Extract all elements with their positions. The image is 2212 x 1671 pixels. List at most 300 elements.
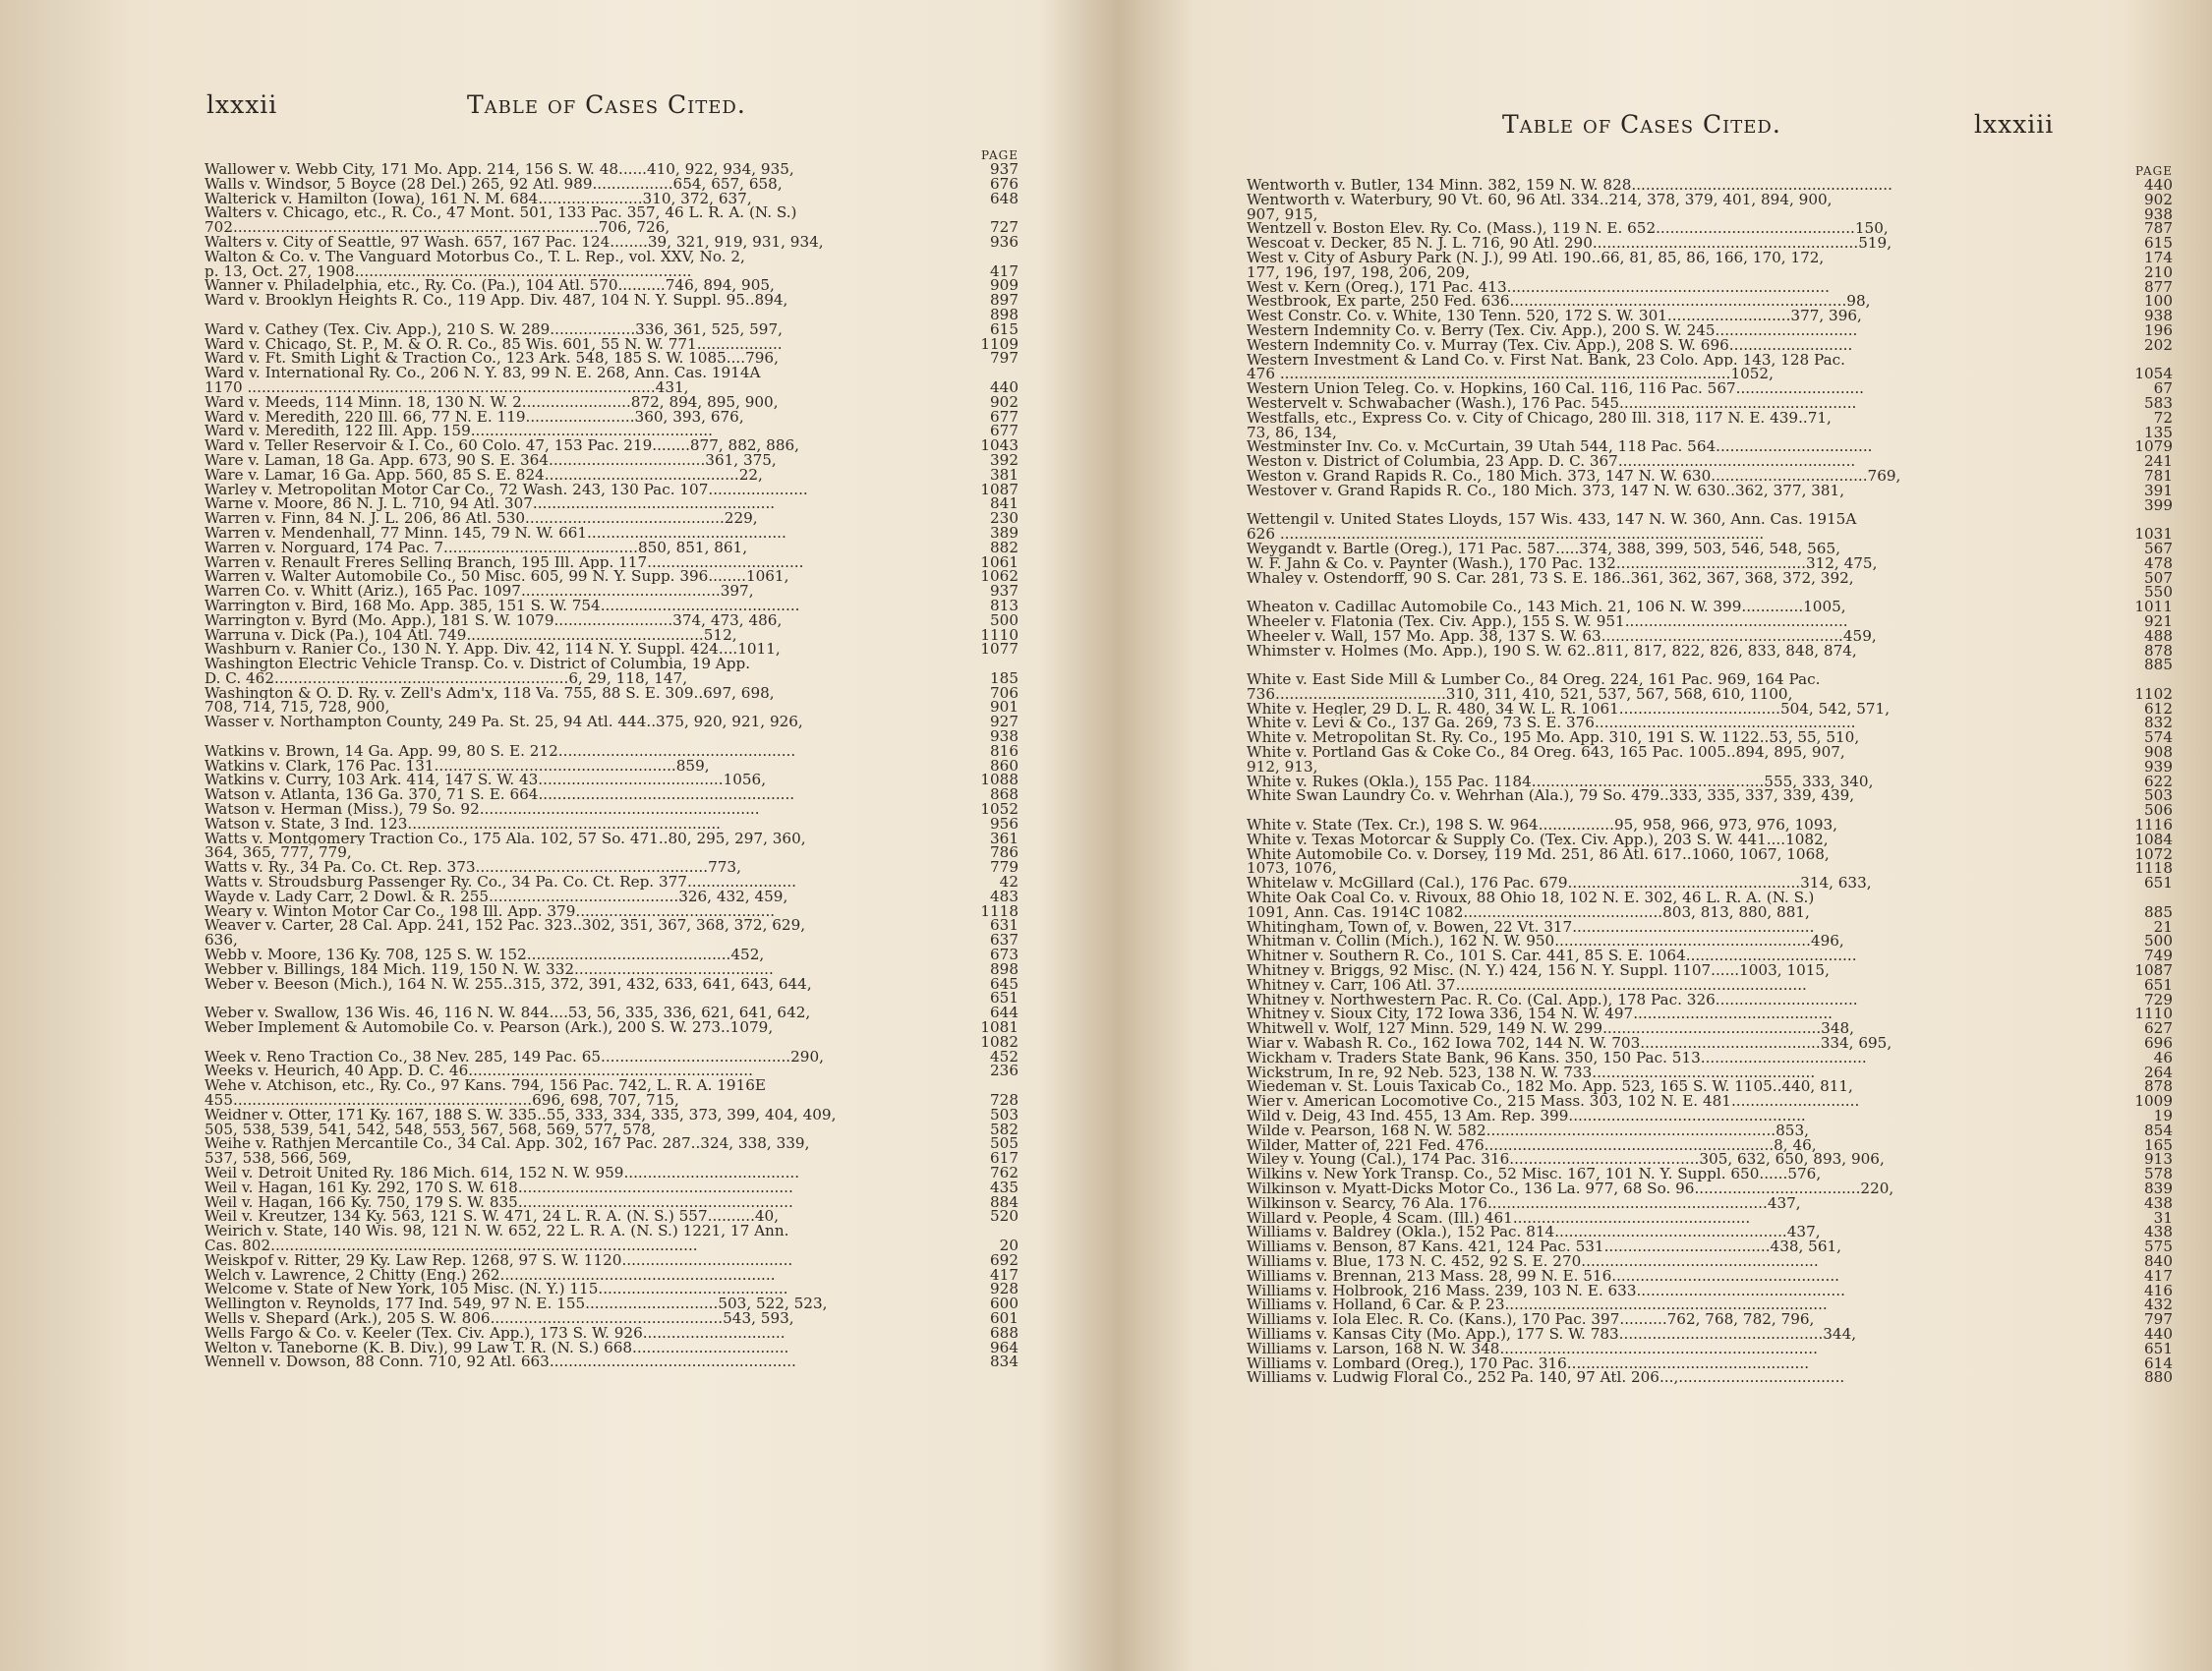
- case-page-number: 488: [2144, 626, 2173, 645]
- case-entry: [1247, 684, 2173, 703]
- case-citation: Ward v. Chicago, St. P., M. & O. R. Co., 85 Wis. 601, 55 N. W. 771..................: [204, 336, 783, 352]
- case-entry: [204, 610, 1019, 629]
- case-page-number: 438: [2144, 1193, 2173, 1212]
- case-page-number: 1087: [980, 480, 1019, 498]
- case-entry: [204, 407, 1019, 426]
- case-page-number: 503: [990, 1105, 1019, 1124]
- case-citation: Wheeler v. Flatonia (Tex. Civ. App.), 155 S. W. 951...............................................: [1247, 613, 1848, 629]
- case-citation: Wilder, Matter of, 221 Fed. 476.............................................................8, 46,: [1247, 1137, 1817, 1153]
- case-citation: Welch v. Lawrence, 2 Chitty (Eng.) 262..........................................................: [204, 1267, 776, 1283]
- case-citation: [1247, 585, 2122, 600]
- case-page-number: 840: [2144, 1251, 2173, 1270]
- case-page-number: 174: [2144, 248, 2173, 266]
- case-entry: [204, 756, 1019, 775]
- case-citation: Wilde v. Pearson, 168 N. W. 582.............................................................853,: [1247, 1123, 1809, 1138]
- case-citation: Weston v. District of Columbia, 23 App. D. C. 367..................................................: [1247, 454, 1856, 469]
- case-citation: Wentworth v. Waterbury, 90 Vt. 60, 96 Atl. 334..214, 378, 379, 401, 894, 900,: [1247, 192, 1833, 207]
- case-citation: Westbrook, Ex parte, 250 Fed. 636.......................................................................98,: [1247, 294, 1871, 310]
- case-page-number: 440: [2144, 176, 2173, 194]
- case-page-number: 913: [2144, 1150, 2173, 1169]
- case-page-number: 500: [2144, 932, 2173, 951]
- case-page-number: 939: [2144, 757, 2173, 776]
- case-entry: [1247, 1239, 2173, 1254]
- case-entry: [1247, 772, 2173, 790]
- case-entry: [204, 511, 1019, 526]
- case-entry: [1247, 367, 2173, 381]
- case-page-number: 832: [2144, 714, 2173, 732]
- case-citation: Wehe v. Atchison, etc., Ry. Co., 97 Kans. 794, 156 Pac. 742, L. R. A. 1916E: [204, 1078, 766, 1093]
- case-entry: [204, 584, 1019, 599]
- case-page-number: 478: [2144, 553, 2173, 572]
- case-page-number: 416: [2144, 1281, 2173, 1299]
- case-page-number: 880: [2144, 1368, 2173, 1387]
- case-entry: [204, 787, 1019, 802]
- case-entry: [1247, 949, 2173, 963]
- case-page-number: 31: [2153, 1208, 2173, 1227]
- case-citation: Walton & Co. v. The Vanguard Motorbus Co., T. L. Rep., vol. XXV, No. 2,: [204, 249, 745, 264]
- case-page-number: 688: [990, 1323, 1019, 1342]
- case-page-number: 1102: [2134, 684, 2173, 703]
- case-entry: [204, 319, 1019, 338]
- case-page-number: 615: [2144, 234, 2173, 253]
- case-entry: [204, 991, 1019, 1006]
- case-page-number: 878: [2144, 1077, 2173, 1096]
- case-citation: [204, 729, 967, 744]
- case-entry: [1247, 641, 2173, 660]
- case-citation: [1247, 803, 2122, 818]
- case-citation: Williams v. Lombard (Oreg.), 170 Pac. 316...................................................: [1247, 1355, 1810, 1371]
- case-page-number: 361: [990, 829, 1019, 847]
- case-citation: W. F. Jahn & Co. v. Paynter (Wash.), 170 Pac. 132........................................312, 475,: [1247, 555, 1878, 571]
- case-entry: [204, 933, 1019, 948]
- case-page-number: 884: [990, 1192, 1019, 1211]
- case-entry: [204, 174, 1019, 193]
- case-entry: [1247, 975, 2173, 994]
- case-citation: 476 ...............................................................................................1052,: [1247, 367, 1774, 382]
- case-citation: Weidner v. Otter, 171 Ky. 167, 188 S. W. 335..55, 333, 334, 335, 373, 399, 404, 409,: [204, 1107, 837, 1123]
- case-entry: [204, 1032, 1019, 1051]
- case-entry: [1247, 585, 2173, 600]
- case-page-number: 779: [990, 858, 1019, 877]
- case-entry: [1247, 658, 2173, 672]
- case-page-number: 637: [990, 931, 1019, 950]
- case-citation: Western Investment & Land Co. v. First Nat. Bank, 23 Colo. App. 143, 128 Pac.: [1247, 352, 1845, 368]
- case-entry: [204, 829, 1019, 847]
- right-page: [1129, 0, 2212, 1671]
- case-page-number: 898: [990, 959, 1019, 978]
- case-citation: Whimster v. Holmes (Mo. App.), 190 S. W. 62..811, 817, 822, 826, 833, 848, 874,: [1247, 643, 1857, 659]
- case-entry: [204, 959, 1019, 978]
- case-citation: Williams v. Iola Elec. R. Co. (Kans.), 170 Pac. 397..........762, 768, 782, 796,: [1247, 1312, 1815, 1327]
- case-citation: Cas. 802..........................................................................................: [204, 1238, 698, 1253]
- case-entry: [204, 351, 1019, 366]
- case-entry: [1247, 917, 2173, 936]
- case-entry: [1247, 1048, 2173, 1066]
- case-page-number: 938: [2144, 204, 2173, 223]
- case-citation: Whitman v. Collin (Mich.), 162 N. W. 950......................................................496,: [1247, 934, 1844, 950]
- case-citation: Wells v. Shepard (Ark.), 205 S. W. 806.................................................543, 593,: [204, 1310, 794, 1326]
- case-entry: [204, 729, 1019, 744]
- case-page-number: 885: [2144, 902, 2173, 921]
- case-entry: [204, 642, 1019, 657]
- case-citation: Ward v. Cathey (Tex. Civ. App.), 210 S. W. 289..................336, 361, 525, 597,: [204, 321, 783, 337]
- case-citation: Wescoat v. Decker, 85 N. J. L. 716, 90 Atl. 290........................................................519,: [1247, 236, 1892, 251]
- case-page-number: 651: [2144, 874, 2173, 893]
- case-page-number: 677: [990, 407, 1019, 426]
- case-citation: West Constr. Co. v. White, 130 Tenn. 520, 172 S. W. 301..........................377, 396,: [1247, 309, 1862, 323]
- case-entry: [1247, 611, 2173, 630]
- case-page-number: 885: [2144, 656, 2173, 674]
- case-citation: Wiedeman v. St. Louis Taxicab Co., 182 Mo. App. 523, 165 S. W. 1105..440, 811,: [1247, 1079, 1853, 1095]
- right-rows: [1247, 178, 2173, 1385]
- case-citation: Williams v. Larson, 168 N. W. 348...................................................................: [1247, 1341, 1818, 1356]
- case-page-number: 1061: [980, 552, 1019, 571]
- case-citation: Westover v. Grand Rapids R. Co., 180 Mich. 373, 147 N. W. 630..362, 377, 381,: [1247, 483, 1845, 498]
- case-citation: Wickstrum, In re, 92 Neb. 523, 138 N. W. 733...............................................: [1247, 1065, 1816, 1080]
- case-citation: Warren v. Walter Automobile Co., 50 Misc. 605, 99 N. Y. Supp. 396........1061,: [204, 569, 789, 585]
- case-page-number: 927: [990, 713, 1019, 731]
- case-entry: [1247, 1094, 2173, 1109]
- case-citation: Wickham v. Traders State Bank, 96 Kans. 350, 150 Pac. 513...................................: [1247, 1050, 1867, 1066]
- case-entry: [1247, 1121, 2173, 1139]
- case-page-number: 612: [2144, 699, 2173, 718]
- case-entry: [1247, 178, 2173, 193]
- case-citation: Wilkinson v. Searcy, 76 Ala. 176...........................................................437,: [1247, 1195, 1801, 1211]
- case-page-number: 617: [990, 1149, 1019, 1168]
- case-citation: White Oak Coal Co. v. Rivoux, 88 Ohio 18, 102 N. E. 302, 46 L. R. A. (N. S.): [1247, 891, 1815, 905]
- case-page-number: 728: [990, 1091, 1019, 1109]
- case-citation: Warruna v. Dick (Pa.), 104 Atl. 749..................................................512,: [204, 627, 737, 643]
- case-page-number: 729: [2144, 990, 2173, 1008]
- case-entry: [1247, 481, 2173, 499]
- case-entry: [1247, 1297, 2173, 1312]
- case-entry: [204, 1093, 1019, 1108]
- case-entry: [1247, 527, 2173, 542]
- case-entry: [204, 496, 1019, 511]
- case-citation: Watts v. Stroudsburg Passenger Ry. Co., 34 Pa. Co. Ct. Rep. 377.......................: [204, 875, 796, 890]
- case-entry: [204, 293, 1019, 308]
- case-citation: Weihe v. Rathjen Mercantile Co., 34 Cal. App. 302, 167 Pac. 287..324, 338, 339,: [204, 1136, 810, 1152]
- case-page-number: 1110: [2134, 1005, 2173, 1023]
- case-page-number: 651: [990, 989, 1019, 1008]
- case-page-number: 692: [990, 1250, 1019, 1269]
- case-page-number: 956: [990, 814, 1019, 833]
- case-page-number: 787: [2144, 219, 2173, 238]
- case-citation: 702.............................................................................706, 726,: [204, 220, 670, 235]
- case-entry: [204, 802, 1019, 817]
- case-page-number: 500: [990, 610, 1019, 629]
- case-citation: Washington Electric Vehicle Transp. Co. v. District of Columbia, 19 App.: [204, 657, 751, 671]
- case-entry: [1247, 381, 2173, 396]
- case-entry: [1247, 335, 2173, 354]
- case-citation: White v. Metropolitan St. Ry. Co., 195 Mo. App. 310, 191 S. W. 1122..53, 55, 510,: [1247, 730, 1860, 746]
- case-entry: [204, 1078, 1019, 1093]
- case-entry: [1247, 512, 2173, 527]
- case-citation: Westfalls, etc., Express Co. v. City of Chicago, 280 Ill. 318, 117 N. E. 439..71,: [1247, 410, 1832, 426]
- case-citation: Williams v. Ludwig Floral Co., 252 Pa. 140, 97 Atl. 206...,...................................: [1247, 1370, 1845, 1386]
- case-citation: Western Indemnity Co. v. Murray (Tex. Civ. App.), 208 S. W. 696..........................: [1247, 337, 1853, 353]
- case-page-number: 1088: [980, 771, 1019, 789]
- case-entry: [204, 1006, 1019, 1020]
- case-citation: Whitney v. Northwestern Pac. R. Co. (Cal. App.), 178 Pac. 326..............................: [1247, 992, 1858, 1008]
- case-entry: [1247, 320, 2173, 339]
- case-entry: [204, 901, 1019, 920]
- case-citation: Wettengil v. United States Lloyds, 157 Wis. 433, 147 N. W. 360, Ann. Cas. 1915A: [1247, 512, 1857, 528]
- case-entry: [204, 1209, 1019, 1224]
- case-entry: [1247, 1339, 2173, 1357]
- case-page-number: 622: [2144, 772, 2173, 790]
- case-citation: Williams v. Blue, 173 N. C. 452, 92 S. E. 270..................................................: [1247, 1253, 1819, 1269]
- case-page-number: 1077: [980, 640, 1019, 659]
- case-citation: 364, 365, 777, 779,: [204, 845, 352, 861]
- case-entry: [1247, 221, 2173, 236]
- case-entry: [1247, 788, 2173, 803]
- case-entry: [1247, 1356, 2173, 1371]
- case-page-number: 762: [990, 1163, 1019, 1181]
- case-entry: [204, 773, 1019, 787]
- case-citation: West v. City of Asbury Park (N. J.), 99 Atl. 190..66, 81, 85, 86, 166, 170, 172,: [1247, 250, 1825, 265]
- case-citation: White v. East Side Mill & Lumber Co., 84 Oreg. 224, 161 Pac. 969, 164 Pac.: [1247, 672, 1821, 687]
- case-entry: [204, 1282, 1019, 1296]
- case-page-number: 21: [2153, 917, 2173, 936]
- case-entry: [204, 438, 1019, 453]
- case-citation: Watson v. State, 3 Ind. 123..................................................................: [204, 816, 721, 832]
- case-entry: [1247, 990, 2173, 1008]
- case-page-number: 1052: [980, 800, 1019, 819]
- case-page-number: 1081: [980, 1018, 1019, 1037]
- case-citation: Weiskpof v. Ritter, 29 Ky. Law Rep. 1268, 97 S. W. 1120....................................: [204, 1252, 793, 1268]
- case-citation: Warley v. Metropolitan Motor Car Co., 72 Wash. 243, 130 Pac. 107.....................: [204, 482, 808, 497]
- case-page-number: 20: [999, 1236, 1019, 1254]
- case-entry: [1247, 757, 2173, 776]
- case-page-number: 210: [2144, 262, 2173, 281]
- case-entry: [1247, 1167, 2173, 1181]
- case-citation: Weber v. Swallow, 136 Wis. 46, 116 N. W. 844....53, 56, 335, 336, 621, 641, 642,: [204, 1006, 811, 1021]
- case-page-number: 749: [2144, 947, 2173, 965]
- case-entry: [1247, 248, 2173, 266]
- case-citation: Ware v. Laman, 18 Ga. App. 673, 90 S. E. 364.................................361, 375,: [204, 452, 777, 468]
- case-citation: White v. Hegler, 29 D. L. R. 480, 34 W. L. R. 1061..................................504, 542, 571,: [1247, 701, 1891, 717]
- case-citation: Weil v. Hagan, 166 Ky. 750, 179 S. W. 835..........................................................: [204, 1194, 793, 1210]
- case-citation: [1247, 658, 2122, 672]
- case-entry: [1247, 1152, 2173, 1167]
- case-page-number: 813: [990, 596, 1019, 614]
- case-page-number: 937: [990, 582, 1019, 601]
- case-page-number: 644: [990, 1004, 1019, 1022]
- case-citation: Western Indemnity Co. v. Berry (Tex. Civ. App.), 200 S. W. 245..............................: [1247, 322, 1858, 338]
- case-entry: [204, 278, 1019, 293]
- case-page-number: 185: [990, 668, 1019, 687]
- case-citation: Ware v. Lamar, 16 Ga. App. 560, 85 S. E. 824.........................................22,: [204, 467, 763, 483]
- case-page-number: 135: [2144, 423, 2173, 441]
- case-citation: Wanner v. Philadelphia, etc., Ry. Co. (Pa.), 104 Atl. 570..........746, 894, 905,: [204, 278, 775, 294]
- case-entry: [204, 1323, 1019, 1342]
- case-citation: Whitelaw v. McGillard (Cal.), 176 Pac. 679.................................................314, 633,: [1247, 876, 1872, 892]
- right-case-list: [1247, 165, 2173, 1385]
- case-citation: Willard v. People, 4 Scam. (Ill.) 461..................................................: [1247, 1210, 1751, 1226]
- case-page-number: 727: [990, 218, 1019, 237]
- case-page-number: 574: [2144, 728, 2173, 747]
- case-entry: [1247, 1281, 2173, 1299]
- case-citation: Watson v. Herman (Miss.), 79 So. 92...........................................................: [204, 802, 760, 817]
- case-entry: [204, 334, 1019, 353]
- case-page-number: 506: [2144, 801, 2173, 820]
- case-entry: [204, 974, 1019, 993]
- case-page-number: 651: [2144, 975, 2173, 994]
- case-citation: Warren v. Norguard, 174 Pac. 7.........................................850, 851, 861,: [204, 540, 748, 555]
- case-entry: [204, 1250, 1019, 1269]
- case-citation: Washburn v. Ranier Co., 130 N. Y. App. Div. 42, 114 N. Y. Suppl. 424....1011,: [204, 642, 781, 658]
- case-citation: Weil v. Hagan, 161 Ky. 292, 170 S. W. 618..........................................................: [204, 1180, 793, 1195]
- case-citation: Western Union Teleg. Co. v. Hopkins, 160 Cal. 116, 116 Pac. 567...........................: [1247, 381, 1865, 396]
- case-citation: [204, 991, 967, 1006]
- case-citation: Whaley v. Ostendorff, 90 S. Car. 281, 73 S. E. 186..361, 362, 367, 368, 372, 392,: [1247, 570, 1854, 586]
- case-citation: West v. Kern (Oreg.), 171 Pac. 413....................................................................: [1247, 279, 1830, 295]
- case-page-number: 1072: [2134, 844, 2173, 863]
- case-page-number: 435: [990, 1178, 1019, 1196]
- case-page-number: 651: [2144, 1339, 2173, 1357]
- case-page-number: 1087: [2134, 961, 2173, 980]
- case-entry: [1247, 294, 2173, 309]
- case-page-number: 483: [990, 887, 1019, 905]
- case-citation: 505, 538, 539, 541, 542, 548, 553, 567, 568, 569, 577, 578,: [204, 1122, 656, 1137]
- case-entry: [1247, 1079, 2173, 1094]
- case-page-number: 1084: [2134, 830, 2173, 848]
- case-page-number: 937: [990, 160, 1019, 178]
- case-citation: Wilkinson v. Myatt-Dicks Motor Co., 136 La. 977, 68 So. 96...................................220,: [1247, 1181, 1894, 1196]
- case-citation: Weil v. Kreutzer, 134 Ky. 563, 121 S. W. 471, 24 L. R. A. (N. S.) 557..........40,: [204, 1209, 780, 1225]
- case-page-number: 786: [990, 843, 1019, 862]
- case-citation: Warren Co. v. Whitt (Ariz.), 165 Pac. 1097..........................................397,: [204, 584, 754, 599]
- case-page-number: 797: [2144, 1310, 2173, 1329]
- case-citation: Westminster Inv. Co. v. McCurtain, 39 Utah 544, 118 Pac. 564.................................: [1247, 439, 1873, 455]
- case-entry: [204, 305, 1019, 323]
- case-page-number: 696: [2144, 1034, 2173, 1053]
- case-entry: [1247, 830, 2173, 848]
- case-citation: 1170 ......................................................................................431,: [204, 379, 689, 395]
- case-citation: White v. Texas Motorcar & Supply Co. (Tex. Civ. App.), 203 S. W. 441....1082,: [1247, 832, 1829, 847]
- case-page-number: 1079: [2134, 437, 2173, 456]
- case-entry: [204, 860, 1019, 875]
- case-entry: [204, 392, 1019, 411]
- case-page-number: 202: [2144, 335, 2173, 354]
- case-page-number: 417: [990, 261, 1019, 280]
- case-entry: [204, 552, 1019, 571]
- case-page-number: 1062: [980, 567, 1019, 586]
- case-entry: [1247, 466, 2173, 485]
- case-entry: [1247, 1135, 2173, 1154]
- case-citation: [1247, 498, 2122, 513]
- case-citation: White v. Portland Gas & Coke Co., 84 Oreg. 643, 165 Pac. 1005..894, 895, 907,: [1247, 745, 1845, 760]
- case-page-number: 1011: [2134, 598, 2173, 616]
- case-citation: Wells Fargo & Co. v. Keeler (Tex. Civ. App.), 173 S. W. 926..............................: [204, 1325, 786, 1341]
- case-entry: [1247, 309, 2173, 323]
- case-entry: [204, 715, 1019, 729]
- case-citation: Wier v. American Locomotive Co., 215 Mass. 303, 102 N. E. 481...........................: [1247, 1094, 1860, 1109]
- case-page-number: 600: [990, 1295, 1019, 1313]
- case-entry: [1247, 730, 2173, 745]
- case-citation: Wellington v. Reynolds, 177 Ind. 549, 97 N. E. 155............................503, 522, 523,: [204, 1296, 828, 1311]
- case-entry: [204, 668, 1019, 687]
- case-page-number: 230: [990, 509, 1019, 528]
- case-citation: Weirich v. State, 140 Wis. 98, 121 N. W. 652, 22 L. R. A. (N. S.) 1221, 17 Ann.: [204, 1224, 789, 1239]
- case-citation: Ward v. International Ry. Co., 206 N. Y. 83, 99 N. E. 268, Ann. Cas. 1914A: [204, 366, 761, 380]
- case-page-number: 854: [2144, 1121, 2173, 1139]
- case-entry: [204, 1236, 1019, 1254]
- case-entry: [1247, 1063, 2173, 1081]
- case-entry: [204, 625, 1019, 644]
- case-citation: Webb v. Moore, 136 Ky. 708, 125 S. W. 152...........................................452,: [204, 948, 765, 962]
- case-page-number: 841: [990, 494, 1019, 513]
- case-entry: [204, 845, 1019, 860]
- case-entry: [1247, 716, 2173, 730]
- case-entry: [1247, 262, 2173, 281]
- right-page-label: PAGE: [2135, 164, 2173, 178]
- case-entry: [204, 569, 1019, 584]
- case-page-number: 440: [990, 377, 1019, 396]
- case-entry: [204, 162, 1019, 177]
- case-citation: Ward v. Ft. Smith Light & Traction Co., 123 Ark. 548, 185 S. W. 1085....796,: [204, 351, 779, 367]
- case-page-number: 264: [2144, 1063, 2173, 1081]
- case-entry: [204, 1105, 1019, 1124]
- case-page-number: 797: [990, 349, 1019, 368]
- case-citation: Wentzell v. Boston Elev. Ry. Co. (Mass.), 119 N. E. 652..........................................150,: [1247, 221, 1889, 237]
- case-entry: [1247, 891, 2173, 905]
- case-page-number: 964: [990, 1338, 1019, 1356]
- case-citation: Whitner v. Southern R. Co., 101 S. Car. 441, 85 S. E. 1064....................................: [1247, 949, 1857, 964]
- case-page-number: 381: [990, 465, 1019, 484]
- case-citation: 907, 915,: [1247, 206, 1318, 222]
- case-entry: [1247, 934, 2173, 949]
- case-entry: [204, 1338, 1019, 1356]
- case-page-number: 673: [990, 946, 1019, 964]
- case-citation: 73, 86, 134,: [1247, 425, 1337, 440]
- case-entry: [1247, 803, 2173, 818]
- case-page-number: 417: [990, 1265, 1019, 1284]
- case-entry: [1247, 568, 2173, 587]
- case-citation: Walters v. Chicago, etc., R. Co., 47 Mont. 501, 133 Pac. 357, 46 L. R. A. (N. S.): [204, 205, 797, 221]
- case-entry: [1247, 1007, 2173, 1021]
- case-citation: Weber Implement & Automobile Co. v. Pearson (Ark.), 200 S. W. 273..1079,: [204, 1020, 774, 1035]
- case-entry: [1247, 626, 2173, 645]
- case-entry: [204, 450, 1019, 469]
- case-citation: Weston v. Grand Rapids R. Co., 180 Mich. 373, 147 N. W. 630.................................769,: [1247, 468, 1901, 484]
- case-entry: [1247, 454, 2173, 469]
- case-page-number: 440: [2144, 1324, 2173, 1343]
- case-entry: [204, 205, 1019, 220]
- case-citation: Watkins v. Clark, 176 Pac. 131...................................................859,: [204, 758, 710, 774]
- case-citation: Williams v. Baldrey (Okla.), 152 Pac. 814.................................................437,: [1247, 1225, 1821, 1240]
- case-citation: White v. Levi & Co., 137 Ga. 269, 73 S. E. 376.......................................................: [1247, 716, 1856, 731]
- case-citation: Washington & O. D. Ry. v. Zell's Adm'x, 118 Va. 755, 88 S. E. 309..697, 698,: [204, 685, 775, 701]
- case-entry: [1247, 1251, 2173, 1270]
- case-page-number: 100: [2144, 292, 2173, 311]
- case-entry: [1247, 963, 2173, 978]
- case-entry: [204, 366, 1019, 380]
- case-page-number: 938: [990, 727, 1019, 746]
- case-page-number: 781: [2144, 466, 2173, 485]
- case-page-number: 550: [2144, 583, 2173, 602]
- case-page-number: 909: [990, 276, 1019, 295]
- case-citation: Weeks v. Heurich, 40 App. D. C. 46............................................................: [204, 1064, 753, 1079]
- case-page-number: 417: [2144, 1266, 2173, 1285]
- case-citation: Wiar v. Wabash R. Co., 162 Iowa 702, 144 N. W. 703......................................334, 695,: [1247, 1036, 1892, 1051]
- case-page-number: 1116: [2134, 816, 2173, 835]
- case-page-number: 677: [990, 422, 1019, 440]
- case-page-number: 936: [990, 232, 1019, 251]
- case-citation: Walterick v. Hamilton (Iowa), 161 N. M. 684......................310, 372, 637,: [204, 191, 752, 206]
- case-citation: 537, 538, 566, 569,: [204, 1151, 352, 1166]
